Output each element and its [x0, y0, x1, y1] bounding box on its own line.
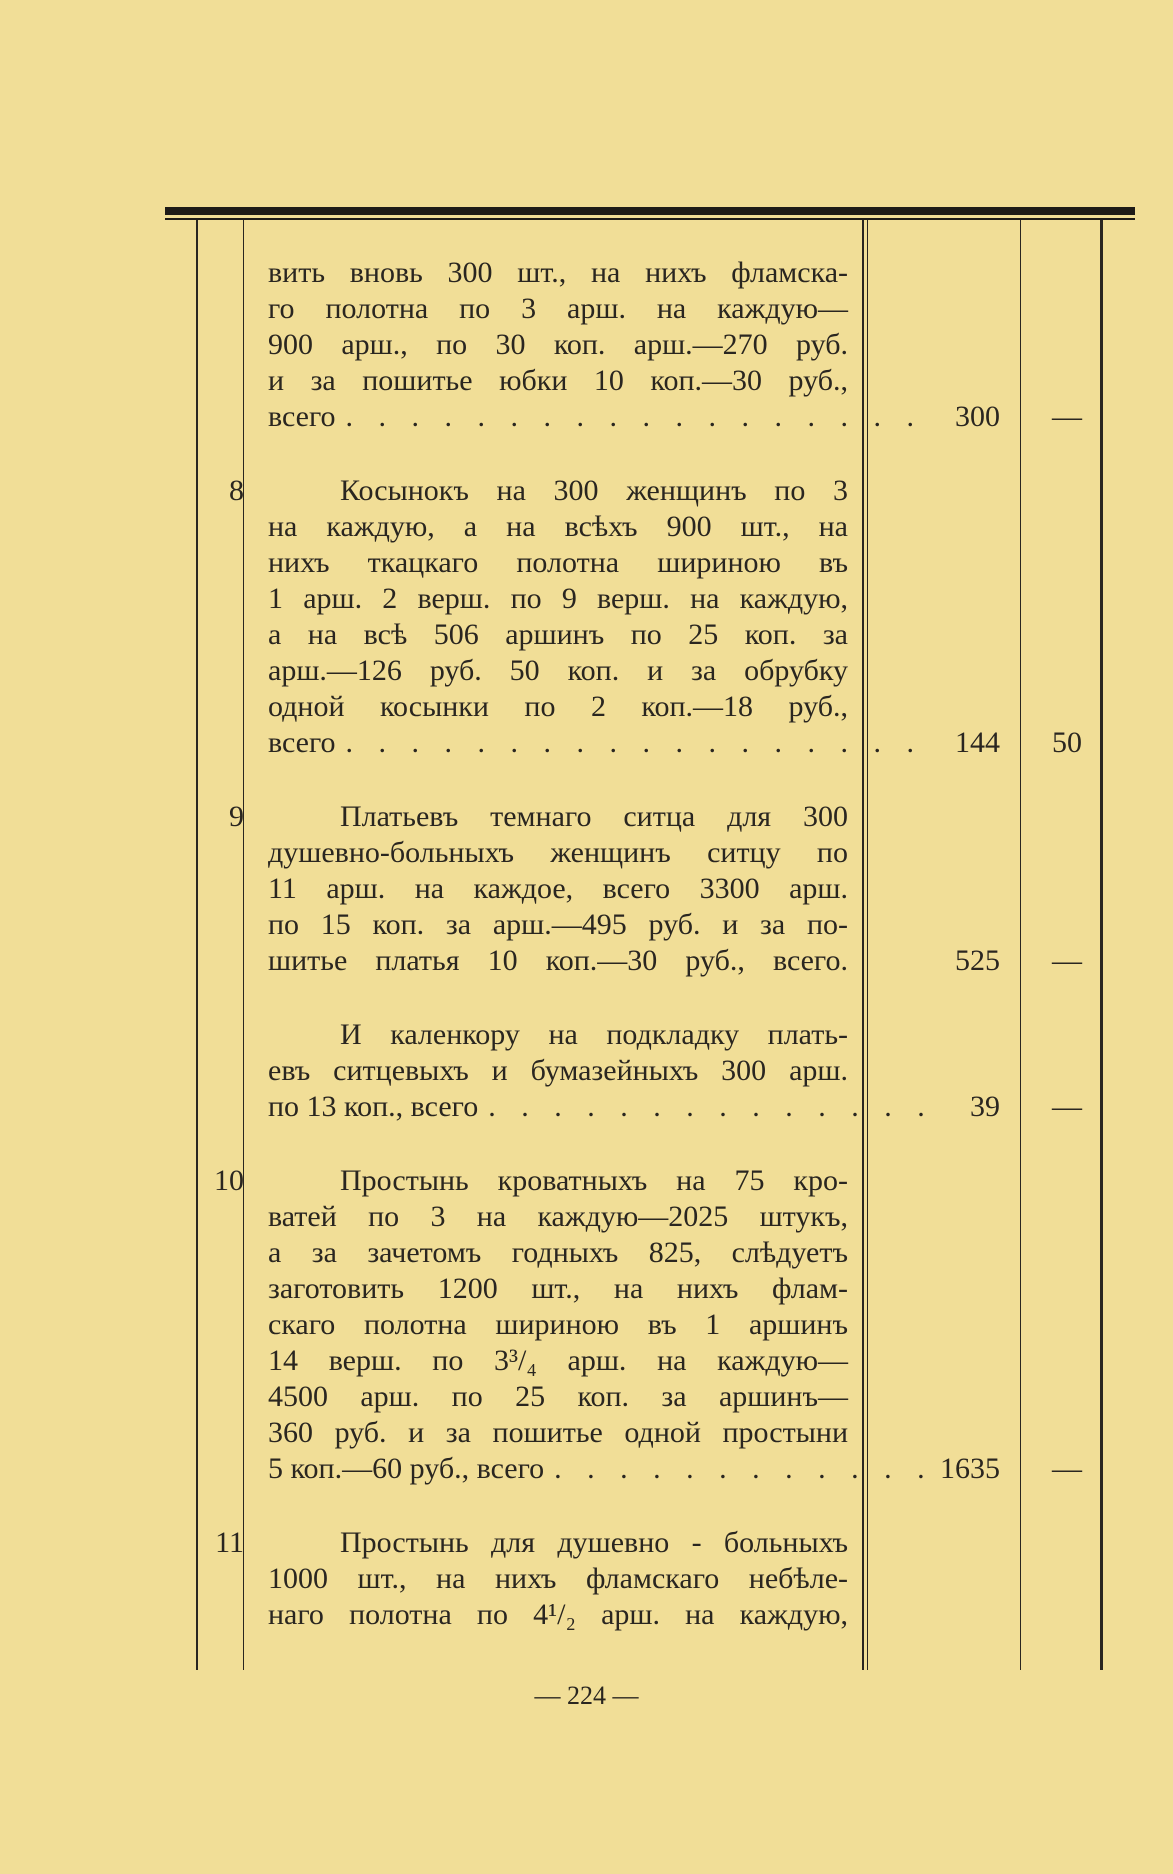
entry-line: Простынь для душевно - больныхъ	[340, 1526, 848, 1559]
amount-kopecks: —	[1052, 1452, 1082, 1485]
entry-line: Косынокъ на 300 женщинъ по 3	[340, 474, 848, 507]
entry-line: 900 арш., по 30 коп. арш.—270 руб.	[268, 328, 848, 361]
header-rule-thin	[165, 218, 1135, 220]
dot-leader: . . . . . . . . . . . . . .	[488, 1090, 934, 1123]
entry-continuation	[268, 255, 924, 435]
entry-line: 1000 шт., на нихъ фламскаго небѣле-	[268, 1562, 848, 1595]
entry-item-11	[268, 1525, 848, 1633]
amount-kopecks: —	[1052, 944, 1082, 977]
entry-item-9-lining	[268, 1017, 934, 1125]
entry-item-9	[268, 799, 848, 979]
amount-rubles: 1635	[940, 1452, 1000, 1485]
dot-leader: . . . . . . . . . . . .	[554, 1452, 934, 1485]
entry-line: а за зачетомъ годныхъ 825, слѣдуетъ	[268, 1236, 848, 1269]
amount-rubles: 144	[955, 726, 1000, 759]
entry-line: И каленкору на подкладку плать-	[340, 1018, 848, 1051]
entry-line: Платьевъ темнаго ситца для 300	[340, 800, 848, 833]
amount-kopecks: —	[1052, 1090, 1082, 1123]
column-rule-left-outer	[196, 220, 198, 1670]
dot-leader: . . . . . . . . . . . . . . . . . .	[345, 400, 924, 433]
dot-leader: . . . . . . . . . . . . . . . . . .	[345, 726, 924, 759]
page-number: — 224 —	[534, 1681, 639, 1710]
entry-line: заготовить 1200 шт., на нихъ флам-	[268, 1272, 848, 1305]
entry-line: ватей по 3 на каждую—2025 штукъ,	[268, 1200, 848, 1233]
entry-line: нихъ ткацкаго полотна шириною въ	[268, 546, 848, 579]
entry-line: и за пошитье юбки 10 коп.—30 руб.,	[268, 364, 848, 397]
entry-line: на каждую, а на всѣхъ 900 шт., на	[268, 510, 848, 543]
entry-line: 4500 арш. по 25 коп. за аршинъ—	[268, 1380, 848, 1413]
entry-line: 14 верш. по 3³/₄ арш. на каждую—	[268, 1344, 848, 1377]
entry-number: 11	[215, 1526, 244, 1559]
entry-line: одной косынки по 2 коп.—18 руб.,	[268, 690, 848, 723]
entry-line: Простынь кроватныхъ на 75 кро-	[340, 1164, 848, 1197]
amount-rubles: 39	[970, 1090, 1000, 1123]
entry-last-line: всего	[268, 726, 336, 759]
amount-kopecks: —	[1052, 400, 1082, 433]
header-rule-thick	[165, 207, 1135, 215]
entry-last-line: 5 коп.—60 руб., всего	[268, 1452, 545, 1485]
entry-last-line: шитье платья 10 коп.—30 руб., всего.	[268, 944, 848, 977]
amount-rubles: 300	[955, 400, 1000, 433]
entry-line: 11 арш. на каждое, всего 3300 арш.	[268, 872, 848, 905]
amount-rubles: 525	[955, 944, 1000, 977]
entry-item-8	[268, 473, 924, 761]
entry-line: го полотна по 3 арш. на каждую—	[268, 292, 848, 325]
entry-number: 8	[229, 474, 244, 507]
entry-line: наго полотна по 4¹/₂ арш. на каждую,	[268, 1598, 848, 1631]
column-rule-left-inner	[243, 220, 244, 1670]
entry-line: арш.—126 руб. 50 коп. и за обрубку	[268, 654, 848, 687]
entry-line: по 15 коп. за арш.—495 руб. и за по-	[268, 908, 848, 941]
amount-kopecks: 50	[1052, 726, 1082, 759]
entry-line: а на всѣ 506 аршинъ по 25 коп. за	[268, 618, 848, 651]
entry-line: душевно-больныхъ женщинъ ситцу по	[268, 836, 848, 869]
column-rule-rub-kop	[1020, 220, 1021, 1670]
entry-line: евъ ситцевыхъ и бумазейныхъ 300 арш.	[268, 1054, 848, 1087]
entry-line: вить вновь 300 шт., на нихъ фламска-	[268, 256, 848, 289]
entry-item-10	[268, 1163, 934, 1487]
entry-line: 360 руб. и за пошитье одной простыни	[268, 1416, 848, 1449]
entry-number: 10	[214, 1164, 244, 1197]
entry-last-line: по 13 коп., всего	[268, 1090, 479, 1123]
entry-last-line: всего	[268, 400, 336, 433]
entry-line: скаго полотна шириною въ 1 аршинъ	[268, 1308, 848, 1341]
entry-line: 1 арш. 2 верш. по 9 верш. на каждую,	[268, 582, 848, 615]
entry-number: 9	[229, 800, 244, 833]
